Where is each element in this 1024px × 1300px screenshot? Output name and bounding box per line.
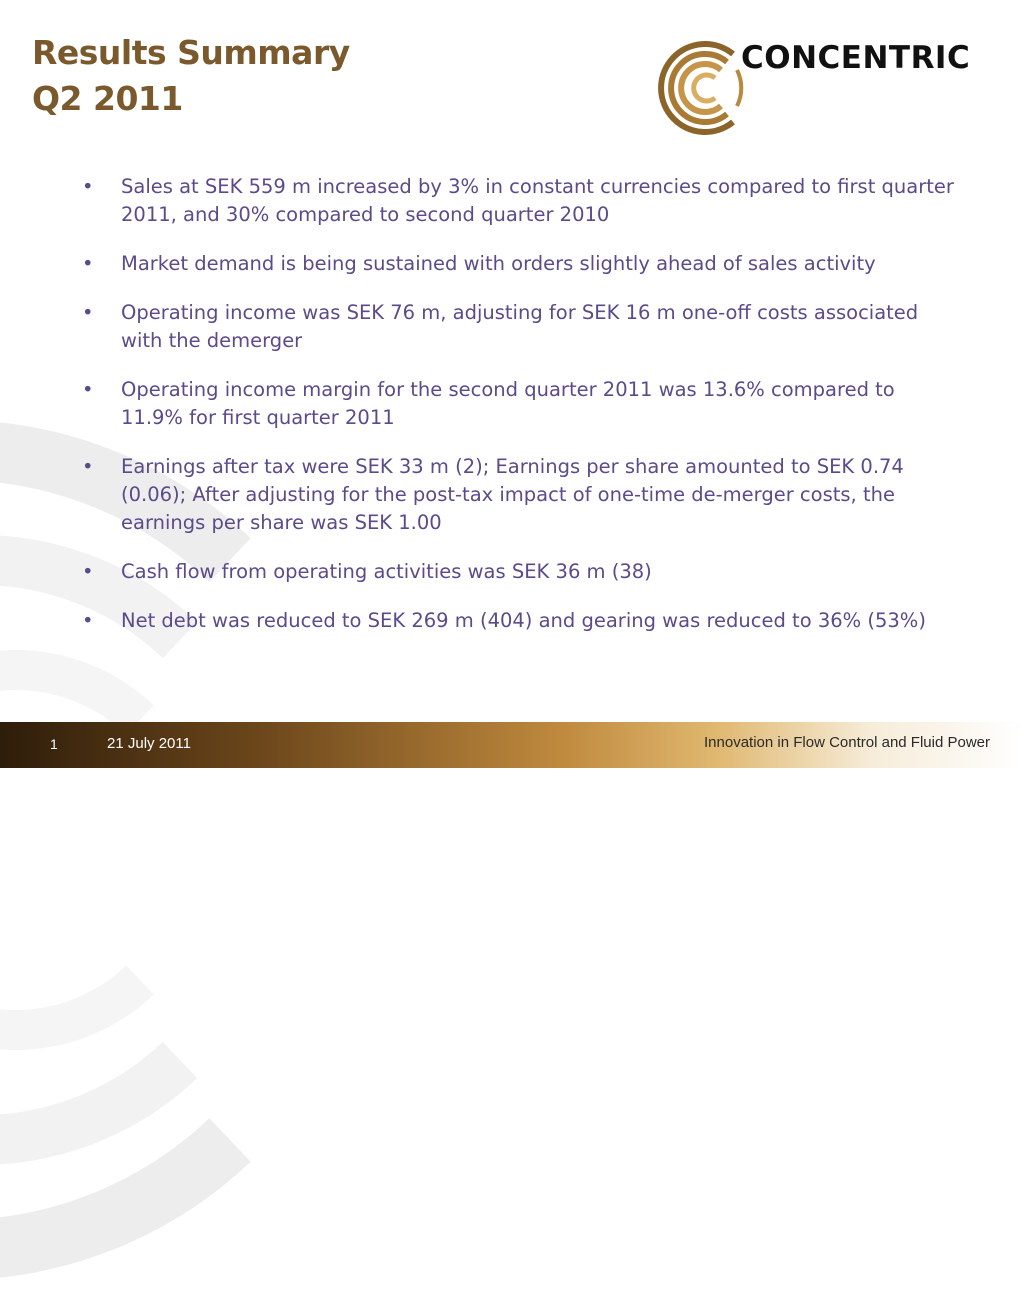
footer-tagline: Innovation in Flow Control and Fluid Power	[704, 734, 990, 751]
page-number: 1	[50, 736, 58, 752]
logo-wordmark: CONCENTRIC	[741, 40, 971, 76]
title-line-2: Q2 2011	[32, 79, 183, 118]
slide-title	[32, 30, 350, 122]
summary-bullet-list	[82, 173, 962, 656]
bullet-item	[82, 453, 962, 537]
bullet-text: Sales at SEK 559 m increased by 3% in constant currencies compared to first quarter 2011, and 30% compared to second quarter 2010	[121, 175, 954, 226]
bullet-text: Earnings after tax were SEK 33 m (2); Earnings per share amounted to SEK 0.74 (0.06); After adjusting for the post-tax impact of one-time de-merger costs, the earnings per share was SEK 1.00	[121, 455, 904, 534]
bullet-item	[82, 607, 962, 635]
bullet-symbol: •	[82, 560, 94, 583]
bullet-text: Net debt was reduced to SEK 269 m (404) and gearing was reduced to 36% (53%)	[121, 609, 926, 632]
bullet-symbol: •	[82, 252, 94, 275]
bullet-text: Operating income was SEK 76 m, adjusting for SEK 16 m one-off costs associated with the demerger	[121, 301, 919, 352]
company-logo	[655, 40, 995, 136]
bullet-item	[82, 250, 962, 278]
footer-bar	[0, 722, 1024, 768]
bullet-symbol: •	[82, 301, 94, 324]
bullet-text: Operating income margin for the second quarter 2011 was 13.6% compared to 11.9% for first quarter 2011	[121, 378, 895, 429]
footer-date: 21 July 2011	[107, 735, 191, 752]
bullet-text: Market demand is being sustained with orders slightly ahead of sales activity	[121, 252, 876, 275]
concentric-rings-logo-icon	[655, 40, 751, 136]
bullet-symbol: •	[82, 378, 94, 401]
bullet-text: Cash flow from operating activities was SEK 36 m (38)	[121, 560, 652, 583]
bullet-item	[82, 173, 962, 229]
bullet-symbol: •	[82, 455, 94, 478]
bullet-item	[82, 558, 962, 586]
title-line-1: Results Summary	[32, 33, 350, 72]
bullet-item	[82, 376, 962, 432]
bullet-item	[82, 299, 962, 355]
bullet-symbol: •	[82, 609, 94, 632]
bullet-symbol: •	[82, 175, 94, 198]
